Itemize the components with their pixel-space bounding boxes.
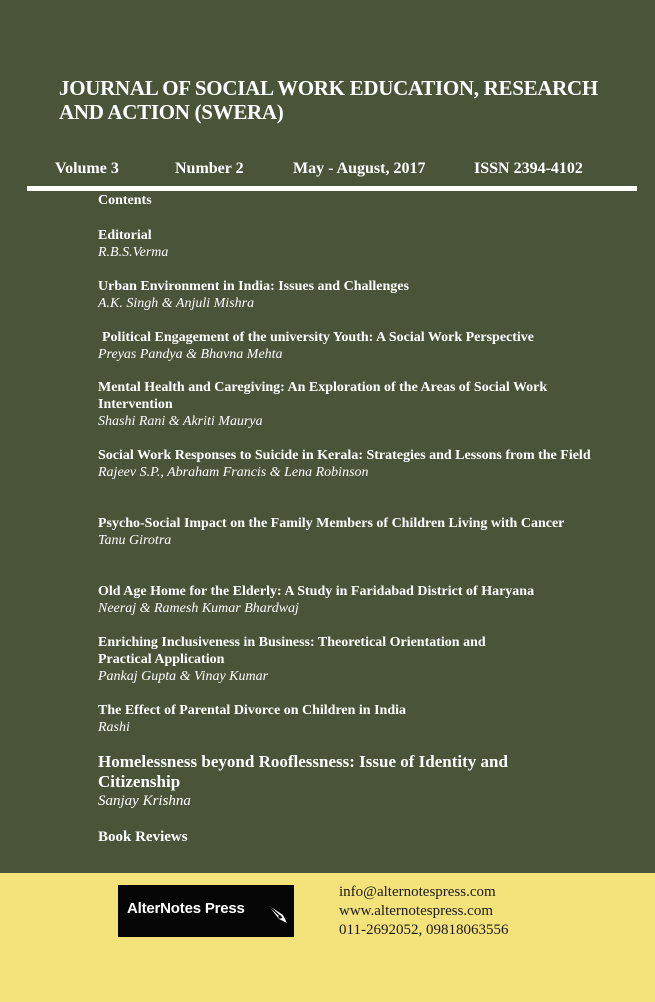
toc-title: Political Engagement of the university Youth: A Social Work Perspective xyxy=(102,330,535,345)
toc-title: The Effect of Parental Divorce on Children in India xyxy=(98,703,406,718)
publisher-contact xyxy=(339,883,508,940)
toc-item xyxy=(98,702,618,736)
toc-item xyxy=(98,379,618,430)
toc-author: Pankaj Gupta & Vinay Kumar xyxy=(98,669,269,684)
toc-item xyxy=(98,447,618,481)
toc-item xyxy=(98,634,618,685)
toc-author: Preyas Pandya & Bhavna Mehta xyxy=(98,347,283,362)
toc-item xyxy=(98,583,618,617)
publisher-phone: 011-2692052, 09818063556 xyxy=(339,922,509,938)
toc-item xyxy=(98,329,618,363)
toc-item xyxy=(98,515,618,549)
issue-info-row xyxy=(0,160,655,182)
toc-author: Sanjay Krishna xyxy=(98,793,191,809)
book-reviews-heading: Book Reviews xyxy=(98,829,188,845)
toc-author: Tanu Girotra xyxy=(98,533,172,548)
journal-title: JOURNAL OF SOCIAL WORK EDUCATION, RESEARCH AND ACTION (SWERA) xyxy=(59,76,598,124)
volume-label: Volume 3 xyxy=(55,160,119,177)
toc-author: A.K. Singh & Anjuli Mishra xyxy=(98,296,255,311)
toc-title: Mental Health and Caregiving: An Exploration of the Areas of Social Work Intervention xyxy=(98,380,548,412)
toc-author: R.B.S.Verma xyxy=(98,245,169,260)
number-label: Number 2 xyxy=(175,160,244,177)
toc-author: Rajeev S.P., Abraham Francis & Lena Robinson xyxy=(98,465,369,480)
toc-item xyxy=(98,278,618,312)
toc-title: Homelessness beyond Rooflessness: Issue of Identity and Citizenship xyxy=(98,752,508,791)
toc-author: Neeraj & Ramesh Kumar Bhardwaj xyxy=(98,601,299,616)
toc-title: Editorial xyxy=(98,228,152,243)
toc-author: Rashi xyxy=(98,720,130,735)
toc-title: Social Work Responses to Suicide in Kerala: Strategies and Lessons from the Field xyxy=(98,448,591,463)
period-label: May - August, 2017 xyxy=(293,160,426,177)
publisher-website: www.alternotespress.com xyxy=(339,903,493,919)
pen-nib-icon xyxy=(266,901,292,927)
publisher-name: AlterNotes Press xyxy=(127,900,245,917)
toc-title: Psycho-Social Impact on the Family Members of Children Living with Cancer xyxy=(98,516,565,531)
header-divider xyxy=(27,186,637,191)
publisher-email: info@alternotespress.com xyxy=(339,884,496,900)
publisher-logo xyxy=(118,885,294,937)
contents-heading: Contents xyxy=(98,193,152,208)
toc-item xyxy=(98,752,618,811)
toc-title: Old Age Home for the Elderly: A Study in Faridabad District of Haryana xyxy=(98,584,535,599)
toc-author: Shashi Rani & Akriti Maurya xyxy=(98,414,263,429)
issn-label: ISSN 2394-4102 xyxy=(474,160,583,177)
toc-title: Enriching Inclusiveness in Business: Theoretical Orientation and Practical Application xyxy=(98,635,486,667)
toc-item xyxy=(98,227,618,261)
toc-title: Urban Environment in India: Issues and Challenges xyxy=(98,279,409,294)
